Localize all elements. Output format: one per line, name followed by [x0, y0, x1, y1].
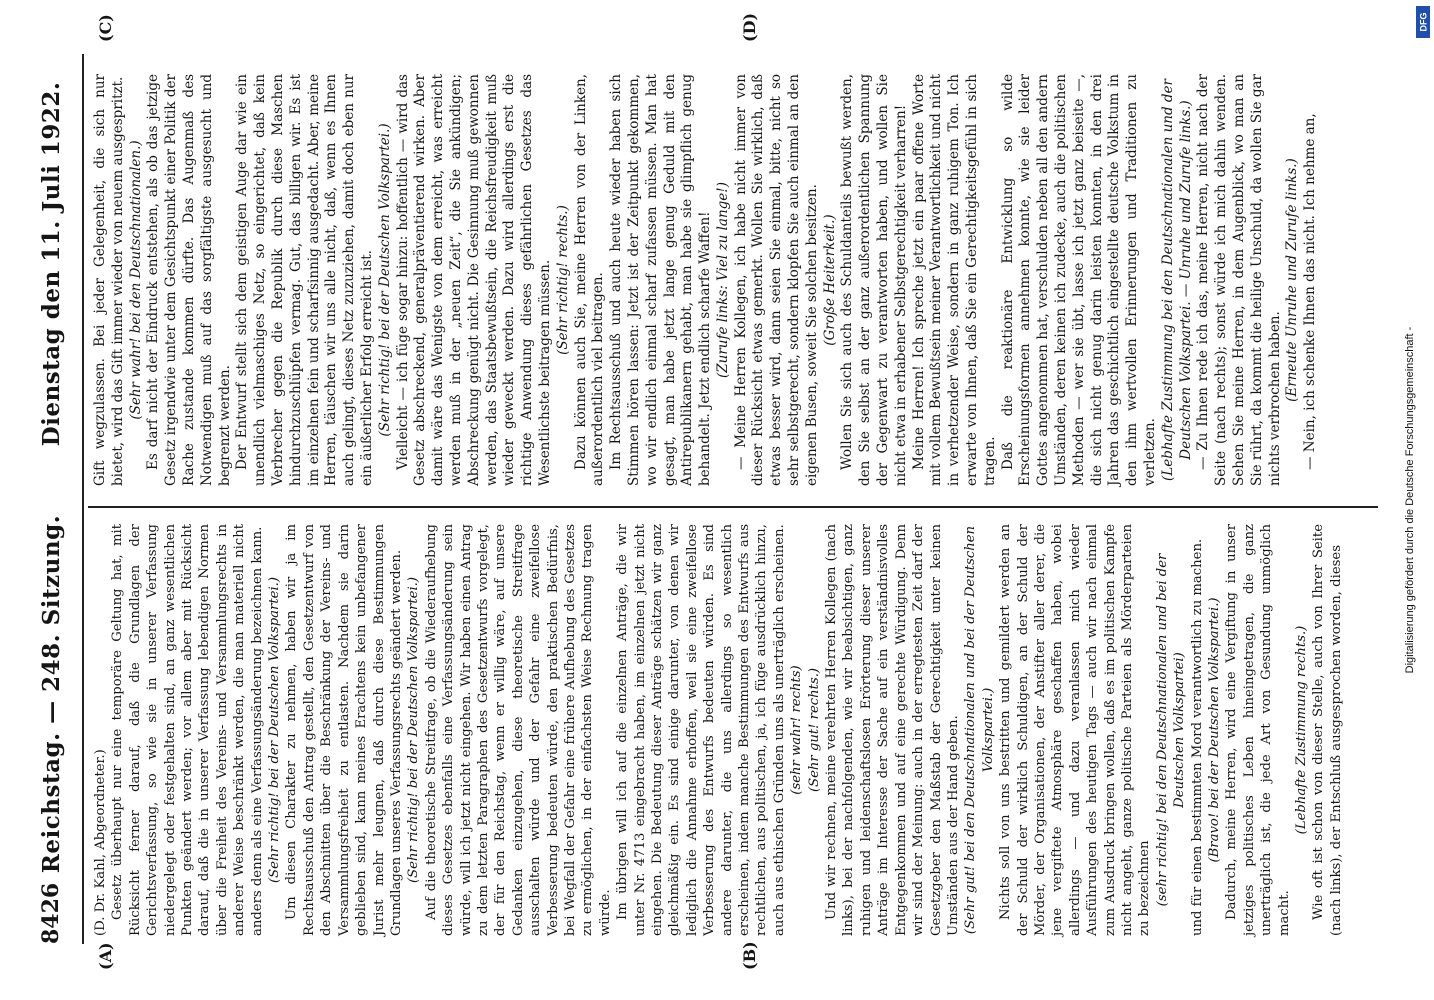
paragraph: Nichts soll von uns bestritten und gemildert werden an der Schuld der wirklich Schuldigen, an der Schuld der Mörder, der Organisationen, der Anstifter aller derer, die jene vergiftete Atmosphäre geschaffen haben, wobei allerdings — und dazu veranlassen mich wieder Ausführungen des heutigen Tags — auch wir nach einmal zum Ausdruck bringen wollen, daß es im politischen Kampfe nicht angeht, ganze politische Parteien als Mörderparteien zu bezeichnen [998, 524, 1153, 936]
paragraph: Dadurch, meine Herren, wird eine Vergiftung in unser jetziges politisches Leben hineingetragen, die ganz unerträglich ist, die jede Art von Gesundung unmöglich macht. [1224, 524, 1292, 936]
paragraph: Im übrigen will ich auf die einzelnen Anträge, die wir unter Nr. 4713 eingebracht haben, im einzelnen jetzt nicht eingehen. Die Bedeutung dieser Anträge schätzen wir ganz gleichmäßig ein. Es sind einige darunter, von denen wir lediglich die Annahme erhoffen, weil sie eine zweifellose Verbesserung des Entwurfs bedeuten würden. Es sind andere darunter, die uns allerdings so wesentlich erscheinen, indem manche Bestimmungen des Entwurfs aus rechtlichen, aus politischen, ja, ich füge ausdrücklich hinzu, auch aus ethischen Gründen uns als unerträglich erscheinen. [615, 524, 787, 936]
interjection: (Zurufe links: Viel zu lange!) [714, 182, 731, 378]
paragraph: Und wir rechnen, meine verehrten Herren Kollegen (nach links), bei der nachfolgenden, wie wir beabsichtigen, ganz ruhigen und leidenschaftslosen Erörterung dieser unserer Anträge im Interesse der Sache auf ein verständnisvolles Entgegenkommen und auf eine gerechte Würdigung. Denn wir sind der Meinung: auch in der erregtesten Zeit darf der Gesetzgeber den Maßstab der Gerechtigkeit unter keinen Umständen aus der Hand geben. [824, 524, 961, 936]
paragraph: Der Entwurf stellt sich dem geistigen Auge dar wie ein unendlich vielmaschiges Netz, so eingerichtet, daß kein Verbrecher gegen die Republik durch diese Maschen hindurchzuschlüpfen vermag. Gut, das billigen wir. Es ist im einzelnen fein und scharfsinnig ausgedacht. Aber, meine Herren, täuschen wir uns alle nicht, daß, wenn es Ihnen auch gelingt, dieses Netz zuzuziehen, damit doch eben nur ein äußerlicher Erfolg erreicht ist. [234, 74, 375, 486]
paragraph: Wie oft ist schon von dieser Stelle, auch von Ihrer Seite (nach links), der Entschluß ausgesprochen worden, dieses [1311, 524, 1344, 936]
interjection: (Sehr wahr! bei den Deutschnationalen.) [127, 140, 144, 420]
interjection: (Bravo! bei der Deutschen Volkspartei.) [1207, 597, 1222, 863]
interjection: (Sehr gut! bei den Deutschnationalen und bei der Deutschen Volkspartei.) [963, 525, 996, 935]
session-title: Reichstag. — 248. Sitzung. [38, 514, 65, 874]
page-header [34, 54, 74, 944]
paragraph: Dazu können auch Sie, meine Herren von der Linken, außerordentlich viel beitragen. [572, 74, 607, 486]
paragraph: Daß die reaktionäre Entwicklung so wilde Erscheinungsformen annehmen konnte, wie sie leider Gottes angenommen hat, verschulden neben all den andern Umständen, deren keinen ich zudecke, auch die politischen Methoden — wer sie übt, lasse ich jetzt ganz beiseite —, die sich nicht genug darin leisten konnten, in den drei Jahren das geschichtlich eingestellte deutsche Volkstum in den ihm wertvollen Erinnerungen und Traditionen zu verletzen. [999, 74, 1159, 486]
paragraph: Gesetz überhaupt nur eine temporäre Geltung hat, mit Rücksicht ferner darauf, daß die Grundlagen der Gerichtsverfassung, so wie sie in unserer Verfassung niedergelegt oder festgehalten sind, an ganz wesentlichen Punkten geändert werden; vor allem aber mit Rücksicht darauf, daß die in unserer Verfassung lebendigen Normen über die Freiheit des Vereins- und Versammlungsrechts in anderer Weise beschränkt werden, die man materiell nicht anders denn als eine Verfassungsänderung bezeichnen kann. [110, 524, 265, 936]
right-column [92, 74, 1320, 486]
paragraph: Wollen Sie sich auch des Schuldanteils bewußt werden, den Sie selbst an der ganz außerordentlichen Spannung der Gegenwart zu verantworten haben, und wollen Sie nicht etwa in erhabener Selbstgerechtigkeit verharren! [839, 74, 909, 486]
interjection: (Große Heiterkeit.) [821, 214, 838, 346]
paragraph: — Zu Ihnen rede ich das, meine Herren, nicht nach der Seite (nach rechts); sonst würde ich mich dahin wenden. Sehen Sie meine Herren, in dem Augenblick, wo man an Sie rührt, da kommt die heilige Unschuld, da wollen Sie gar nichts verbrochen haben. [1195, 74, 1283, 486]
interjection: (Sehr richtig! bei der Deutschen Volkspartei.) [406, 576, 422, 884]
paragraph: — Nein, ich schenke Ihnen das nicht. Ich nehme an, [1302, 113, 1319, 470]
interjection: (Sehr richtig! bei der Deutschen Volkspartei.) [267, 576, 283, 884]
paragraph: Meine Herren! Ich spreche jetzt ein paar offene Worte mit vollem Bewußtsein meiner Verantwortlichkeit und nicht in verhetzender Weise, sondern in ganz ruhigem Ton. Ich erwarte von Ihnen, daß Sie ein Gerechtigkeitsgefühl in sich tragen. [910, 74, 998, 486]
column-divider [88, 506, 1378, 508]
margin-mark-a: (A) [96, 942, 115, 970]
page-number: 8426 [38, 882, 64, 944]
paragraph: Um diesen Charakter zu nehmen, haben wir ja im Rechtsausschuß den Antrag gestellt, den Gesetzentwurf von den Abschnitten über die Beschränkung der Vereins- und Versammlungsfreiheit zu entlasten. Nachdem sie darin geblieben sind, kann meines Erachtens kein unbefangener Jurist mehr leugnen, daß durch diese Bestimmungen Grundlagen unseres Verfassungsrechts geändert werden. [284, 524, 404, 936]
paragraph: — Meine Herren Kollegen, ich habe nicht immer von dieser Rücksicht etwas gemerkt. Wollen Sie wirklich, daß etwas besser wird, dann seien Sie einmal, bitte, nicht so sehr selbstgerecht, sondern klopfen Sie auch einmal an den eigenen Busen, soweit Sie solchen besitzen. [732, 74, 820, 486]
paragraph: Es darf nicht der Eindruck entstehen, als ob das jetzige Gesetz irgendwie unter dem Gesichtspunkt einer Politik der Rache zustande kommen dürfte. Das Augenmaß des Notwendigen muß auf das sorgfältigste ausgesucht und begrenzt werden. [145, 74, 233, 486]
margin-mark-d: (D) [740, 12, 759, 42]
interjection: (Sehr richtig! bei der Deutschen Volkspartei.) [376, 123, 393, 437]
left-column [92, 524, 1345, 936]
paragraph: Gift wegzulassen. Bei jeder Gelegenheit, die sich nur bietet, wird das Gift immer wieder von neuem ausgespritzt. [92, 74, 126, 486]
interjection: (Erneute Unruhe und Zurufe links.) [1284, 158, 1301, 402]
paragraph: Vielleicht — ich füge sogar hinzu: hoffentlich — wird das Gesetz abschreckend, generalpräventierend wirken. Aber damit wäre das Wenigste von dem erreicht, was erreicht werden muß in der „neuen Zeit“, die Sie ankündigen; Abschreckung genügt nicht. Die Gesinnung muß gewonnen werden, das Staatsbewußtsein, die Reichsfreudigkeit muß wieder geweckt werden. Dazu wird allerdings erst die richtige Anwendung dieses gefährlichen Gesetzes das Wesentlichste beitragen müssen. [394, 74, 553, 486]
session-date: Dienstag den 11. Juli 1922. [38, 81, 65, 447]
paragraph: Im Rechtsausschuß und auch heute wieder haben sich Stimmen hören lassen: Jetzt ist der Zeitpunkt gekommen, wo wir endlich einmal scharf zufassen müssen. Man hat gesagt, man habe jetzt lange genug Geduld mit den Antirepublikanern gehabt, man habe sie glimpflich genug behandelt. Jetzt endlich scharfe Waffen! [608, 74, 714, 486]
interjection: (sehr wahr! rechts) [789, 665, 805, 795]
header-rule [82, 54, 84, 944]
digitization-credit: Digitalisierung gefördert durch die Deutsche Forschungsgemeinschaft - [1404, 326, 1416, 674]
interjection: (Lebhafte Zustimmung bei den Deutschnationalen und der Deutschen Volkspartei. — Unruhe und Zurufe links.) [1159, 79, 1194, 482]
dfg-logo: DFG [1416, 6, 1430, 38]
interjection: (Sehr gut! rechts.) [806, 667, 822, 793]
margin-mark-b: (B) [740, 941, 759, 970]
paragraph: und für einen bestimmten Mord verantwortlich zu machen. [1189, 538, 1205, 936]
margin-mark-c: (C) [96, 14, 115, 42]
digitization-footer [1404, 20, 1428, 980]
interjection: (Lebhafte Zustimmung rechts.) [1294, 625, 1310, 835]
interjection: (sehr richtig! bei den Deutschnationalen und bei der Deutschen Volkspartei) [1154, 553, 1188, 907]
interjection: (Sehr richtig! rechts.) [554, 205, 571, 355]
paragraph: Auf die theoretische Streitfrage, ob die Wiederaufhebung dieses Gesetzes ebenfalls eine Verfassungsänderung sein würde, will ich jetzt nicht eingehen. Wir haben einen Antrag zu dem letzten Paragraphen des Gesetzentwurfs vorgelegt, der für den Reichstag, wenn er willig wäre, auf unsere Gedanken einzugehen, diese theoretische Streitfrage ausschalten würde und der Gefahr eine zweifellose Verbesserung bedeuten würde, den praktischen Bedürfnis, bei Wegfall der Gefahr eine frühere Aufhebung des Gesetzes zu ermöglichen, in der einfachsten Weise Rechnung tragen würde. [423, 524, 613, 936]
speaker-tag: (D. Dr. Kahl, Abgeordneter.) [93, 749, 108, 936]
